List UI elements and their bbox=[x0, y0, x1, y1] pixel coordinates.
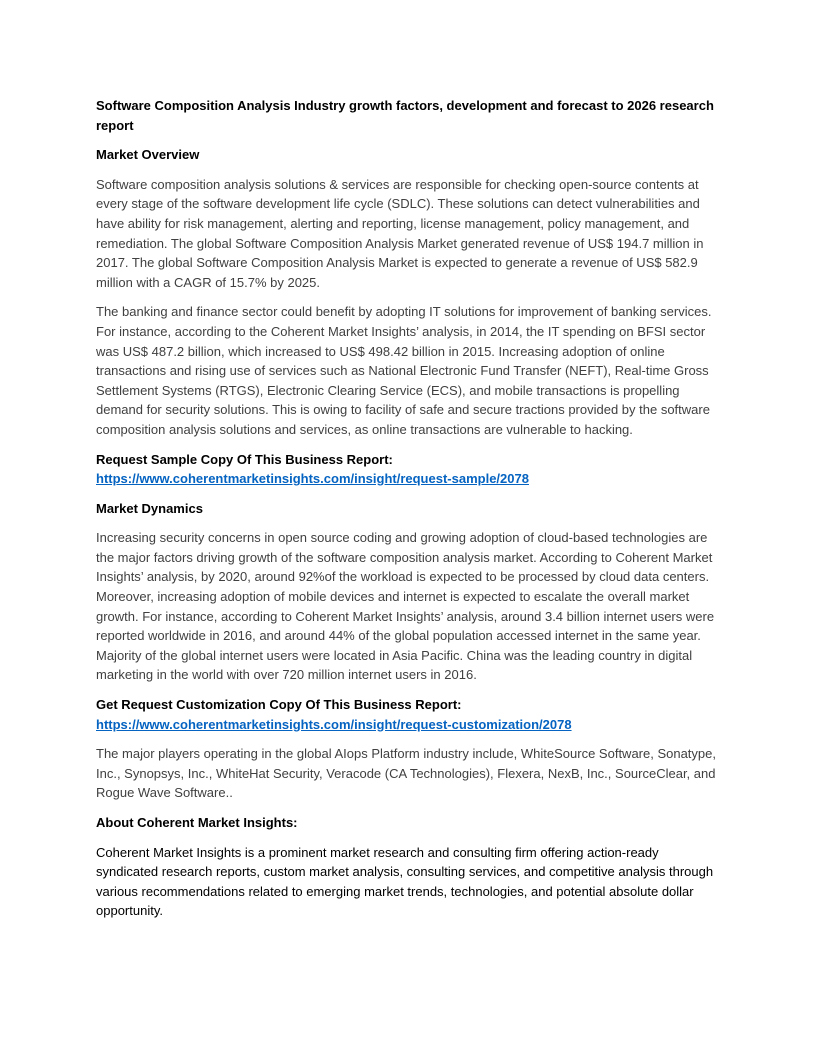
players-paragraph: The major players operating in the global AIops Platform industry include, WhiteSource Software, Sonatype, Inc., Synopsys, Inc., WhiteHat Security, Veracode (CA Technologies), Flexera, NexB, Inc., SourceClear, and Rogue Wave Software.. bbox=[96, 746, 716, 801]
market-overview-paragraph-2: The banking and finance sector could benefit by adopting IT solutions for improvement of banking services. For instance, according to the Coherent Market Insights’ analysis, in 2014, the IT spending on BFSI sector was US$ 487.2 billion, which increased to US$ 498.42 billion in 2015. Increasing adoption of online transactions and rising use of services such as National Electronic Fund Transfer (NEFT), Real-time Gross Settlement Systems (RTGS), Electronic Clearing Service (ECS), and mobile transactions is propelling demand for security solutions. This is owing to facility of safe and secure tractions provided by the software composition analysis solutions and services, as online transactions are vulnerable to hacking. bbox=[96, 304, 712, 437]
request-sample-block bbox=[96, 450, 720, 489]
request-sample-link[interactable]: https://www.coherentmarketinsights.com/insight/request-sample/2078 bbox=[96, 471, 529, 487]
market-dynamics-paragraph: Increasing security concerns in open source coding and growing adoption of cloud-based technologies are the major factors driving growth of the software composition analysis market. According to Coherent Market Insights’ analysis, by 2020, around 92%of the workload is expected to be processed by cloud data centers. Moreover, increasing adoption of mobile devices and internet is expected to escalate the overall market growth. For instance, according to Coherent Market Insights’ analysis, around 3.4 billion internet users were reported worldwide in 2016, and around 44% of the global population accessed internet in the same year. Majority of the global internet users were located in Asia Pacific. China was the leading country in digital marketing in the world with over 720 million internet users in 2016. bbox=[96, 530, 715, 683]
request-customization-link[interactable]: https://www.coherentmarketinsights.com/insight/request-customization/2078 bbox=[96, 716, 572, 732]
about-heading: About Coherent Market Insights: bbox=[96, 815, 298, 830]
request-customization-block bbox=[96, 695, 720, 734]
document-title: Software Composition Analysis Industry growth factors, development and forecast to 2026 research report bbox=[96, 98, 714, 133]
about-paragraph: Coherent Market Insights is a prominent market research and consulting firm offering action-ready syndicated research reports, custom market analysis, consulting services, and competitive analysis through various recommendations related to emerging market trends, technologies, and potential absolute dollar opportunity. bbox=[96, 844, 714, 919]
document-page bbox=[96, 96, 720, 931]
market-overview-heading: Market Overview bbox=[96, 147, 200, 163]
request-sample-label: Request Sample Copy Of This Business Report: bbox=[96, 451, 393, 467]
market-overview-paragraph-1: Software composition analysis solutions & services are responsible for checking open-source contents at every stage of the software development life cycle (SDLC). These solutions can detect vulnerabilities and have ability for risk management, alerting and reporting, license management, policy management, and remediation. The global Software Composition Analysis Market generated revenue of US$ 194.7 million in 2017. The global Software Composition Analysis Market is expected to generate a revenue of US$ 582.9 million with a CAGR of 15.7% by 2025. bbox=[96, 176, 704, 290]
request-customization-label: Get Request Customization Copy Of This Business Report: bbox=[96, 697, 462, 713]
market-dynamics-heading: Market Dynamics bbox=[96, 500, 203, 516]
